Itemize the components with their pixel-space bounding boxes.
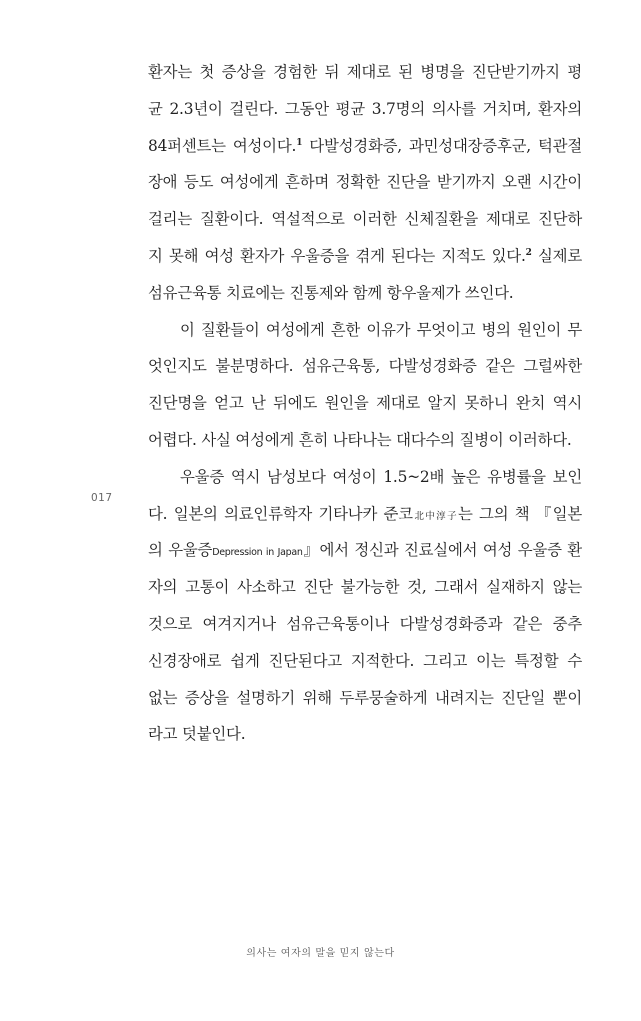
text-line: 없는 증상을 설명하기 위해 두루뭉술하게 내려지는 진단일 뿐이 (148, 688, 582, 707)
text-line: 균 2.3년이 걸린다. 그동안 평균 3.7명의 의사를 거치며, 환자의 (148, 99, 582, 118)
text-line: 진단명을 얻고 난 뒤에도 원인을 제대로 알지 못하니 완치 역시 (148, 394, 582, 413)
english-title-annotation: Depression in Japan (212, 547, 303, 559)
running-footer: 의사는 여자의 말을 믿지 않는다 (246, 948, 395, 959)
text-line: 어렵다. 사실 여성에게 흔히 나타나는 대다수의 질병이 이러하다. (148, 430, 572, 449)
text-segment: 다. 일본의 의료인류학자 기타나카 준코 (148, 504, 413, 523)
text-line (148, 532, 582, 569)
footnote-marker-1: 1 (296, 137, 303, 148)
text-line: 우울증 역시 남성보다 여성이 1.5~2배 높은 유병률을 보인 (180, 467, 582, 486)
text-line: 이 질환들이 여성에게 흔한 이유가 무엇이고 병의 원인이 무 (180, 320, 582, 339)
text-line: 라고 덧붙인다. (148, 725, 246, 744)
text-line: 환자는 첫 증상을 경험한 뒤 제대로 된 병명을 진단받기까지 평 (148, 63, 582, 81)
text-line: 섬유근육통 치료에는 진통제와 함께 항우울제가 쓰인다. (148, 283, 514, 302)
text-line (148, 496, 582, 533)
text-line (148, 238, 582, 275)
text-segment: 실제로 (531, 246, 582, 265)
footnote-marker-2: 2 (525, 247, 532, 258)
text-segment: 』에서 정신과 진료실에서 여성 우울증 환 (302, 541, 582, 560)
body-text (148, 54, 582, 753)
text-line: 걸리는 질환이다. 역설적으로 이러한 신체질환을 제대로 진단하 (148, 210, 582, 229)
text-line: 장애 등도 여성에게 흔하며 정확한 진단을 받기까지 오랜 시간이 (148, 173, 582, 192)
text-segment: 는 그의 책 『일본 (458, 504, 582, 523)
text-segment: 지 못해 여성 환자가 우울증을 겪게 된다는 지적도 있다. (148, 246, 526, 265)
text-line: 자의 고통이 사소하고 진단 불가능한 것, 그래서 실재하지 않는 (148, 578, 582, 597)
text-line: 신경장애로 쉽게 진단된다고 지적한다. 그리고 이는 특정할 수 (148, 651, 582, 670)
text-line: 것으로 여겨지거나 섬유근육통이나 다발성경화증과 같은 중추 (148, 614, 582, 633)
text-line (148, 128, 582, 165)
text-segment: 84퍼센트는 여성이다. (148, 136, 297, 155)
text-line: 엇인지도 불분명하다. 섬유근육통, 다발성경화증 같은 그럴싸한 (148, 357, 582, 376)
text-segment: 의 우울증 (148, 541, 213, 560)
text-segment: 다발성경화증, 과민성대장증후군, 턱관절 (302, 136, 582, 155)
kanji-annotation: 北中淳子 (412, 510, 459, 522)
page-number: 017 (91, 492, 113, 504)
